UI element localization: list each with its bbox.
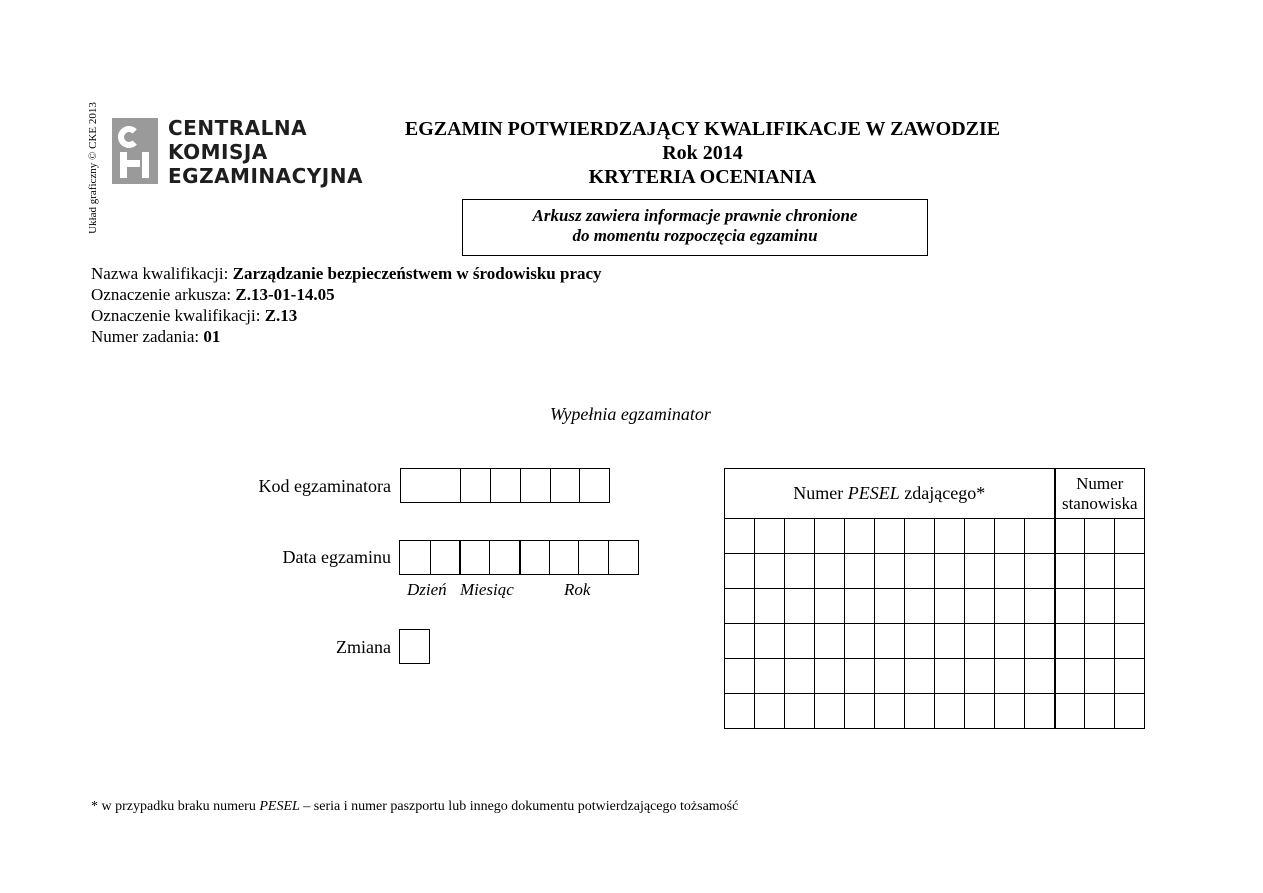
pesel-digit-box[interactable] bbox=[875, 554, 905, 589]
pesel-digit-box[interactable] bbox=[905, 589, 935, 624]
examiner-section-title: Wypełnia egzaminator bbox=[550, 404, 711, 424]
pesel-digit-box[interactable] bbox=[815, 659, 845, 694]
station-digit-box[interactable] bbox=[1085, 589, 1115, 624]
pesel-digit-box[interactable] bbox=[845, 554, 875, 589]
station-digit-box[interactable] bbox=[1055, 659, 1085, 694]
station-digit-box[interactable] bbox=[1085, 519, 1115, 554]
pesel-digit-box[interactable] bbox=[1025, 694, 1055, 729]
date-month-box[interactable] bbox=[459, 541, 489, 574]
pesel-digit-box[interactable] bbox=[1025, 589, 1055, 624]
pesel-digit-box[interactable] bbox=[755, 589, 785, 624]
info-qualification-code: Oznaczenie kwalifikacji: Z.13 bbox=[91, 306, 298, 325]
pesel-digit-box[interactable] bbox=[935, 659, 965, 694]
date-year-box[interactable] bbox=[578, 541, 608, 574]
pesel-row bbox=[725, 589, 1145, 624]
pesel-digit-box[interactable] bbox=[875, 659, 905, 694]
pesel-digit-box[interactable] bbox=[755, 659, 785, 694]
code-box[interactable] bbox=[579, 469, 609, 502]
pesel-row bbox=[725, 624, 1145, 659]
station-digit-box[interactable] bbox=[1115, 554, 1145, 589]
pesel-row bbox=[725, 694, 1145, 729]
pesel-digit-box[interactable] bbox=[845, 624, 875, 659]
pesel-grid bbox=[725, 519, 1145, 729]
station-digit-box[interactable] bbox=[1055, 519, 1085, 554]
pesel-digit-box[interactable] bbox=[725, 554, 755, 589]
pesel-digit-box[interactable] bbox=[1025, 659, 1055, 694]
station-digit-box[interactable] bbox=[1055, 694, 1085, 729]
code-box[interactable] bbox=[460, 469, 490, 502]
year-caption: Rok bbox=[564, 580, 591, 599]
pesel-digit-box[interactable] bbox=[875, 694, 905, 729]
pesel-digit-box[interactable] bbox=[845, 659, 875, 694]
exam-title: EGZAMIN POTWIERDZAJĄCY KWALIFIKACJE W ZAWODZIE bbox=[404, 118, 1001, 140]
station-digit-box[interactable] bbox=[1115, 659, 1145, 694]
pesel-digit-box[interactable] bbox=[725, 694, 755, 729]
pesel-digit-box[interactable] bbox=[815, 519, 845, 554]
station-digit-box[interactable] bbox=[1055, 624, 1085, 659]
pesel-digit-box[interactable] bbox=[995, 589, 1025, 624]
station-digit-box[interactable] bbox=[1115, 519, 1145, 554]
logo-line: CENTRALNA bbox=[168, 116, 308, 140]
pesel-digit-box[interactable] bbox=[905, 624, 935, 659]
pesel-digit-box[interactable] bbox=[875, 519, 905, 554]
pesel-digit-box[interactable] bbox=[755, 624, 785, 659]
station-digit-box[interactable] bbox=[1115, 694, 1145, 729]
pesel-digit-box[interactable] bbox=[935, 519, 965, 554]
station-digit-box[interactable] bbox=[1055, 589, 1085, 624]
shift-input-box[interactable] bbox=[400, 630, 429, 663]
pesel-digit-box[interactable] bbox=[785, 624, 815, 659]
station-digit-box[interactable] bbox=[1085, 624, 1115, 659]
cke-logo-icon bbox=[112, 118, 158, 184]
date-day-box[interactable] bbox=[400, 541, 430, 574]
info-sheet-code: Oznaczenie arkusza: Z.13-01-14.05 bbox=[91, 285, 335, 304]
code-box[interactable] bbox=[520, 469, 550, 502]
exam-year: Rok 2014 bbox=[662, 142, 743, 164]
date-month-box[interactable] bbox=[489, 541, 519, 574]
pesel-digit-box[interactable] bbox=[755, 694, 785, 729]
pesel-digit-box[interactable] bbox=[785, 519, 815, 554]
pesel-header: Numer PESEL zdającego* bbox=[725, 469, 1055, 519]
pesel-digit-box[interactable] bbox=[1025, 554, 1055, 589]
pesel-digit-box[interactable] bbox=[965, 624, 995, 659]
notice-line-2: do momentu rozpoczęcia egzaminu bbox=[572, 226, 818, 245]
station-digit-box[interactable] bbox=[1115, 589, 1145, 624]
pesel-digit-box[interactable] bbox=[965, 694, 995, 729]
pesel-digit-box[interactable] bbox=[935, 589, 965, 624]
pesel-digit-box[interactable] bbox=[905, 659, 935, 694]
cke-logo-text bbox=[168, 116, 363, 188]
exam-date-label: Data egzaminu bbox=[282, 547, 391, 567]
logo-line: KOMISJA bbox=[168, 140, 268, 164]
code-box[interactable] bbox=[490, 469, 520, 502]
pesel-row bbox=[725, 519, 1145, 554]
pesel-digit-box[interactable] bbox=[995, 694, 1025, 729]
criteria-title: KRYTERIA OCENIANIA bbox=[588, 166, 817, 188]
pesel-digit-box[interactable] bbox=[785, 694, 815, 729]
station-digit-box[interactable] bbox=[1055, 554, 1085, 589]
pesel-digit-box[interactable] bbox=[875, 589, 905, 624]
pesel-digit-box[interactable] bbox=[965, 554, 995, 589]
pesel-digit-box[interactable] bbox=[905, 694, 935, 729]
pesel-digit-box[interactable] bbox=[845, 589, 875, 624]
pesel-digit-box[interactable] bbox=[725, 519, 755, 554]
qualification-info bbox=[91, 263, 602, 347]
pesel-digit-box[interactable] bbox=[725, 589, 755, 624]
pesel-digit-box[interactable] bbox=[785, 659, 815, 694]
examiner-code-label: Kod egzaminatora bbox=[258, 476, 391, 496]
info-qualification-name: Nazwa kwalifikacji: Zarządzanie bezpieczeństwem w środowisku pracy bbox=[91, 264, 602, 283]
pesel-digit-box[interactable] bbox=[995, 624, 1025, 659]
pesel-digit-box[interactable] bbox=[815, 694, 845, 729]
pesel-digit-box[interactable] bbox=[785, 554, 815, 589]
pesel-digit-box[interactable] bbox=[905, 519, 935, 554]
pesel-digit-box[interactable] bbox=[815, 589, 845, 624]
pesel-digit-box[interactable] bbox=[785, 589, 815, 624]
code-box[interactable] bbox=[550, 469, 580, 502]
pesel-digit-box[interactable] bbox=[845, 694, 875, 729]
pesel-digit-box[interactable] bbox=[1025, 519, 1055, 554]
date-year-box[interactable] bbox=[608, 541, 638, 574]
pesel-digit-box[interactable] bbox=[755, 519, 785, 554]
notice-line-1: Arkusz zawiera informacje prawnie chronione bbox=[532, 206, 858, 225]
confidentiality-notice bbox=[462, 199, 928, 256]
pesel-row bbox=[725, 659, 1145, 694]
logo-line: EGZAMINACYJNA bbox=[168, 164, 363, 188]
pesel-digit-box[interactable] bbox=[1025, 624, 1055, 659]
shift-box[interactable] bbox=[399, 629, 430, 664]
pesel-digit-box[interactable] bbox=[995, 519, 1025, 554]
graphic-layout-copyright: Układ graficzny © CKE 2013 bbox=[87, 102, 99, 234]
pesel-digit-box[interactable] bbox=[755, 554, 785, 589]
pesel-digit-box[interactable] bbox=[815, 624, 845, 659]
station-digit-box[interactable] bbox=[1115, 624, 1145, 659]
pesel-digit-box[interactable] bbox=[965, 659, 995, 694]
pesel-digit-box[interactable] bbox=[725, 659, 755, 694]
document-header bbox=[360, 117, 1045, 189]
station-digit-box[interactable] bbox=[1085, 554, 1115, 589]
pesel-digit-box[interactable] bbox=[845, 519, 875, 554]
footnote: * w przypadku braku numeru PESEL – seria i numer paszportu lub innego dokumentu potwierdzającego tożsamość bbox=[91, 799, 739, 814]
shift-label: Zmiana bbox=[336, 637, 391, 657]
code-box[interactable] bbox=[401, 469, 460, 502]
station-digit-box[interactable] bbox=[1085, 659, 1115, 694]
date-year-box[interactable] bbox=[519, 541, 549, 574]
pesel-digit-box[interactable] bbox=[965, 589, 995, 624]
pesel-digit-box[interactable] bbox=[935, 554, 965, 589]
date-year-box[interactable] bbox=[549, 541, 579, 574]
pesel-digit-box[interactable] bbox=[935, 694, 965, 729]
info-task-number: Numer zadania: 01 bbox=[91, 327, 221, 346]
day-caption: Dzień bbox=[407, 580, 447, 599]
pesel-row bbox=[725, 554, 1145, 589]
pesel-digit-box[interactable] bbox=[995, 659, 1025, 694]
examiner-code-boxes[interactable] bbox=[400, 468, 610, 503]
pesel-digit-box[interactable] bbox=[965, 519, 995, 554]
station-digit-box[interactable] bbox=[1085, 694, 1115, 729]
date-day-box[interactable] bbox=[430, 541, 460, 574]
pesel-digit-box[interactable] bbox=[905, 554, 935, 589]
exam-date-boxes[interactable] bbox=[399, 540, 639, 575]
pesel-digit-box[interactable] bbox=[725, 624, 755, 659]
month-caption: Miesiąc bbox=[460, 580, 514, 599]
pesel-digit-box[interactable] bbox=[815, 554, 845, 589]
station-number-header: Numer stanowiska bbox=[1055, 469, 1145, 519]
pesel-digit-box[interactable] bbox=[935, 624, 965, 659]
pesel-digit-box[interactable] bbox=[875, 624, 905, 659]
pesel-digit-box[interactable] bbox=[995, 554, 1025, 589]
pesel-table bbox=[724, 468, 1145, 729]
